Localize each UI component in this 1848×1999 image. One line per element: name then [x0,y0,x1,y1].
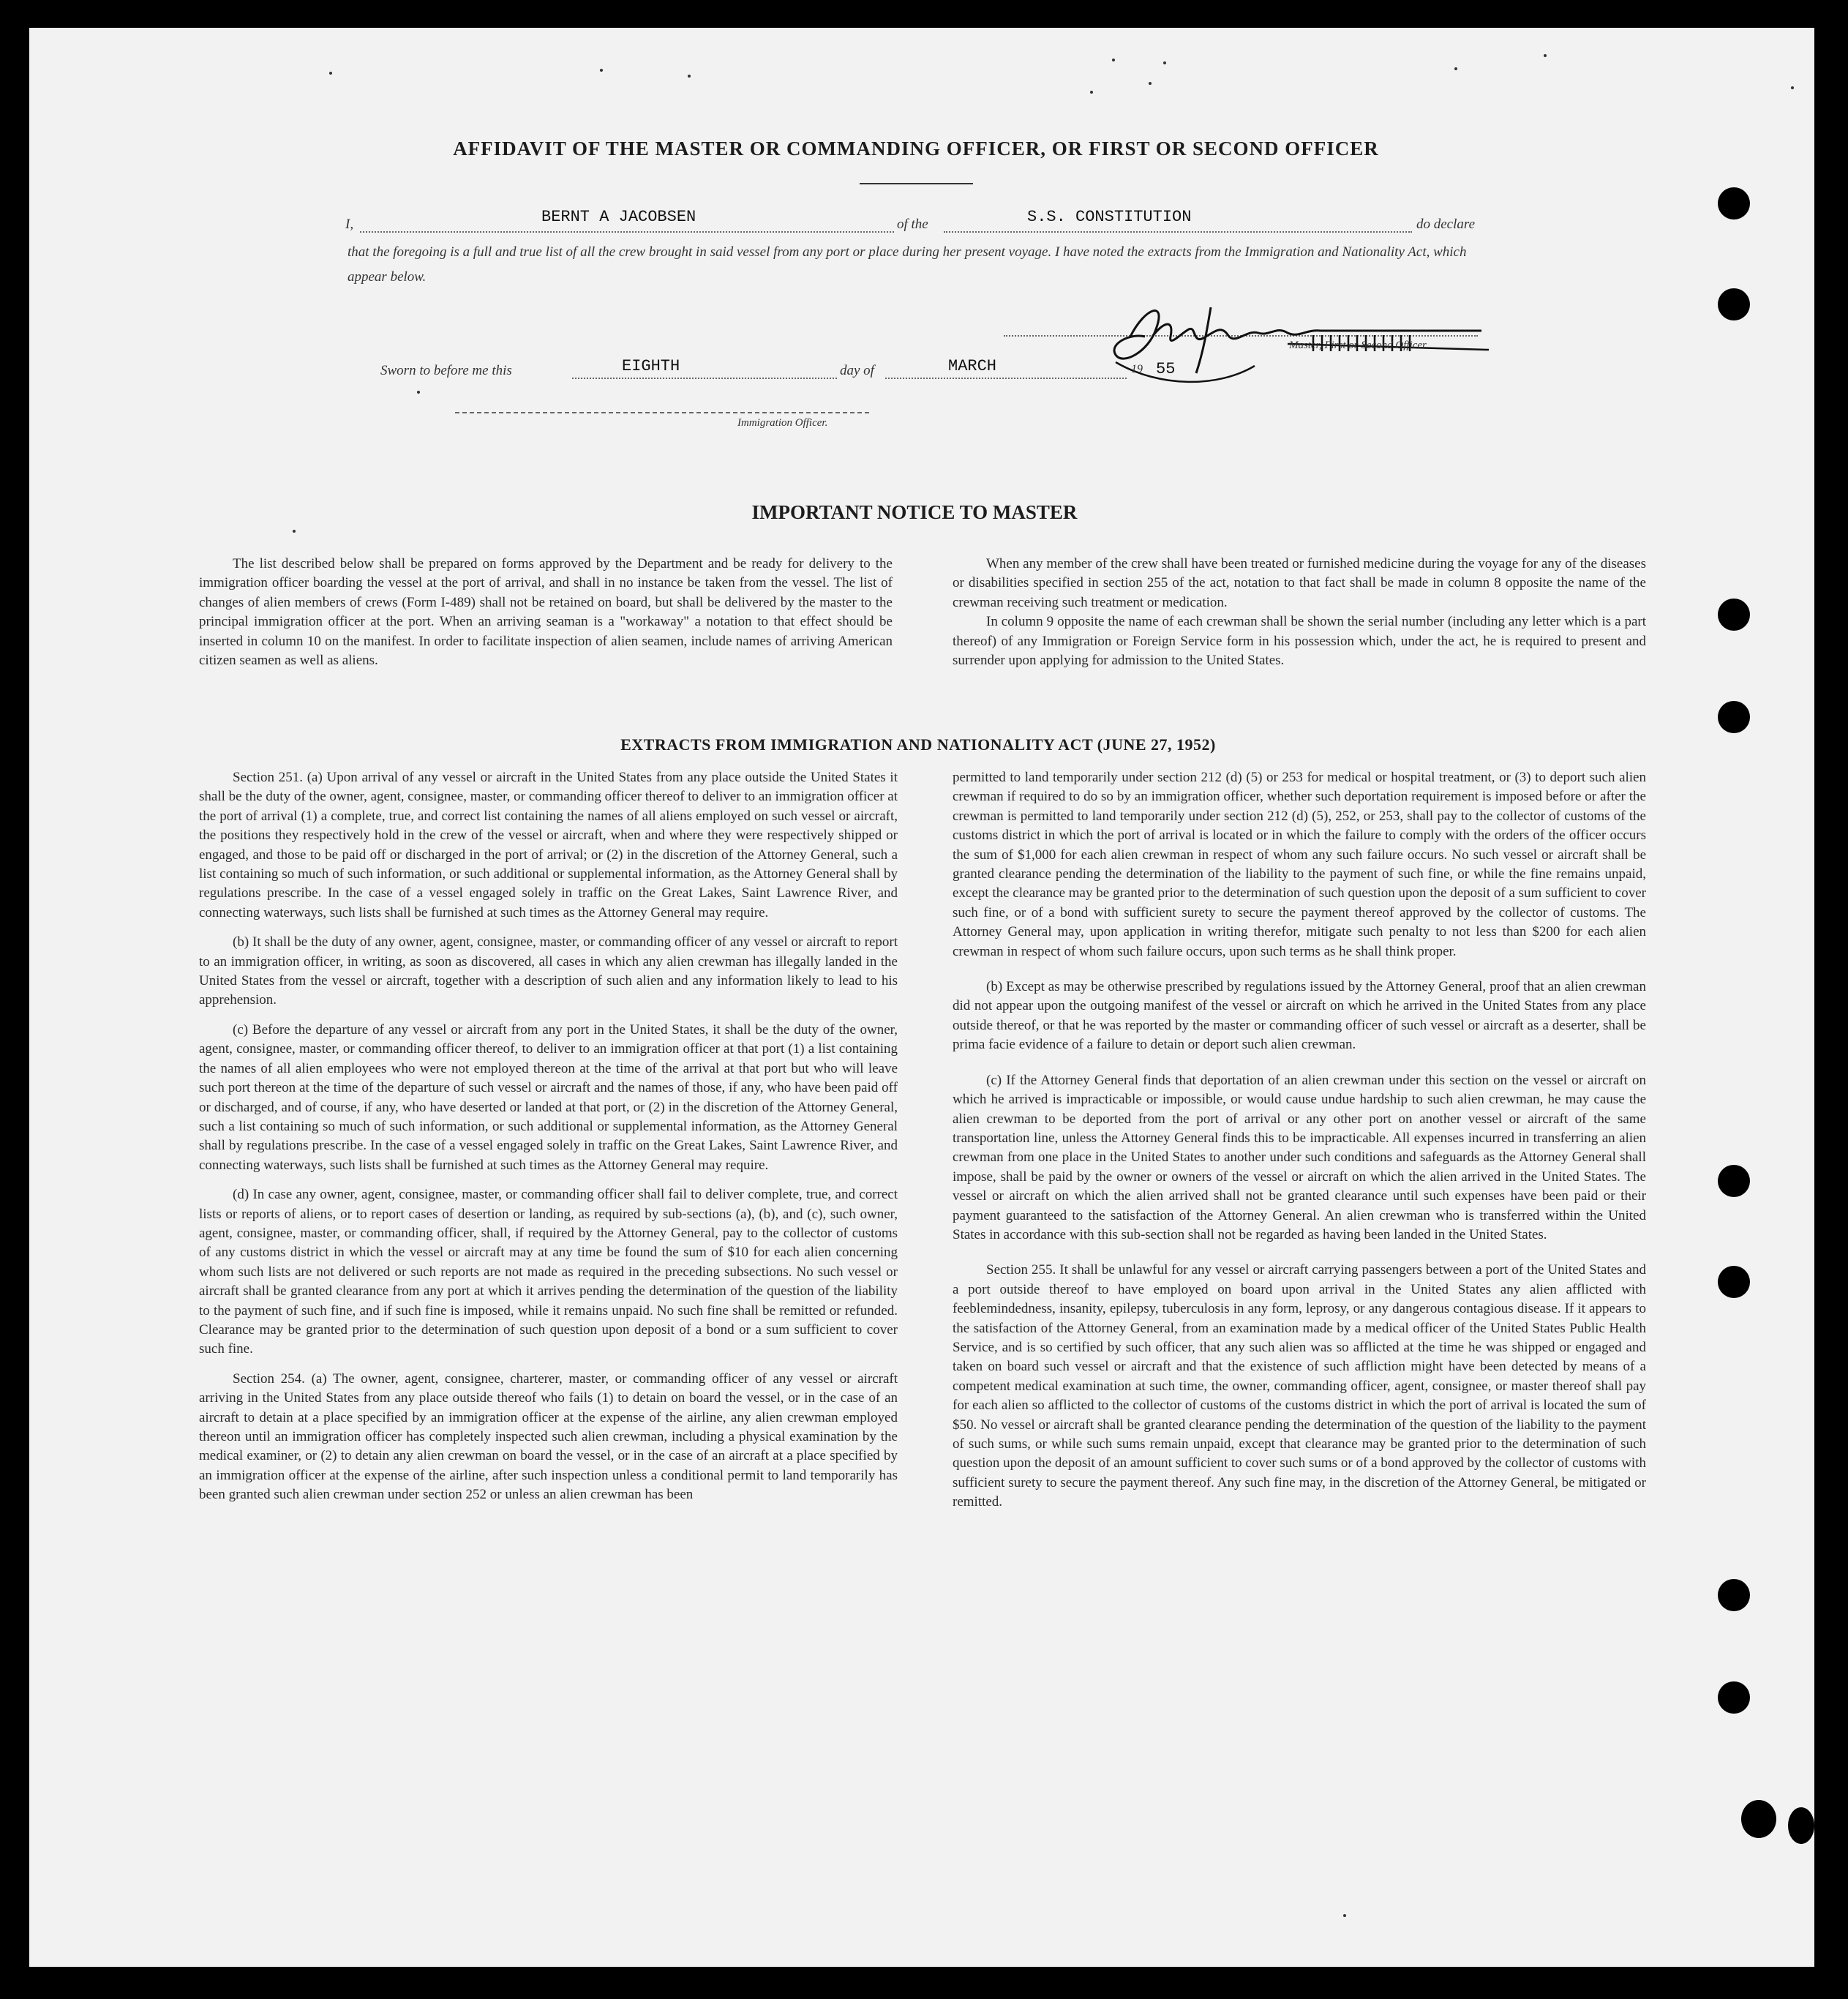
sworn-month: MARCH [948,357,997,375]
speck [293,530,296,533]
section-251-d: (d) In case any owner, agent, consignee, master, or commanding officer shall fail to deliver complete, true, and correct lists or reports of aliens, or to report cases of desertion or landing, as required by sub-sections (a), (b), and (c), such owner, agent, consignee, master, or commanding officer, shall, if required by the Attorney General, pay to the collector of customs of any customs district in which the vessel or aircraft may at any time be found the sum of $10 for each alien concerning whom such lists are not delivered or such reports are not made as required in the preceding subsections. No such vessel or aircraft shall be granted clearance from any port at which it arrives pending the determination of the question of the liability to the payment of such fine, and if such fine is imposed, while it remains unpaid. No such fine shall be remitted or refunded. Clearance may be granted prior to the determination of such question upon deposit of a bond or a sum sufficient to cover such fine. [199,1187,898,1357]
affidavit-title: AFFIDAVIT OF THE MASTER OR COMMANDING OFFICER, OR FIRST OR SECOND OFFICER [453,138,1379,160]
label-i: I, [345,217,354,232]
speck [600,69,603,72]
speck [1090,91,1093,94]
punch-hole [1718,1266,1750,1298]
day-dotted-line [572,378,837,379]
speck [1112,59,1115,61]
notice-right-column [953,555,1646,676]
month-dotted-line [885,378,1127,379]
punch-hole [1718,701,1750,733]
section-254-a-continued: permitted to land temporarily under section 212 (d) (5) or 253 for medical or hospital treatment, or (3) to deport such alien crewman if required to do so by an immigration officer, whether such deportation requirement is imposed before or after the crewman is permitted to land temporarily under section 212 (d) (5), 252, or 253, shall pay to the collector of customs of the customs district in which the port of arrival is located or in which the failure to comply with the orders of the officer occurs the sum of $1,000 for each alien crewman in respect of whom any such failure occurs. No such vessel or aircraft shall be granted clearance pending the determination of the liability to the payment of such fine, or while the fine remains unpaid, except the clearance may be granted prior to the determination of such question upon the deposit of a sum sufficient to cover such fine, or of a bond with sufficient surety to secure the payment thereof approved by the collector of customs. The Attorney General may, upon application in writing therefor, mitigate such penalty to not less than $200 for each alien crewman in respect of whom such failure occurs, upon such terms as he shall think proper. [953,770,1646,959]
punch-hole [1718,1681,1750,1714]
section-254-b: (b) Except as may be otherwise prescribed by regulations issued by the Attorney General, proof that an alien crewman did not appear upon the outgoing manifest of the vessel or aircraft on which he arrived in the United States from any place outside thereof, or that he was reported by the master or commanding officer of such vessel or aircraft as a deserter, shall be prima facie evidence of a failure to detain or deport such alien crewman. [953,979,1646,1053]
punch-hole [1718,1579,1750,1611]
label-day-of: day of [840,363,874,378]
section-254-c: (c) If the Attorney General finds that deportation of an alien crewman under this section on the vessel or aircraft on which he arrived is impracticable or impossible, or would cause undue hardship to such alien crewman, he may cause the alien crewman to be deported from the port of arrival or any other port on another vessel or aircraft of the same transportation line, unless the Attorney General finds this to be impracticable. All expenses incurred in transferring an alien crewman from one place in the United States to another under such conditions and safeguards as the Attorney General shall impose, shall be paid by the owner or owners of the vessel or aircraft on which the alien arrived in the United States. The vessel or aircraft on which the alien arrived shall not be granted clearance until such expenses have been paid or their payment guaranteed to the satisfaction of the Attorney General. An alien crewman who is transferred within the United States in accordance with this sub-section shall not be regarded as having been landed in the United States. [953,1072,1646,1242]
speck [1163,61,1166,64]
speck [1149,82,1152,85]
sworn-year: 55 [1156,360,1176,378]
notice-right-paragraph-1: When any member of the crew shall have been treated or furnished medicine during the voyage for any of the diseases or disabilities specified in section 255 of the act, notation to that fact shall be made in column 8 opposite the name of the crewman receiving such treatment or medication. [953,556,1646,610]
section-254-a: Section 254. (a) The owner, agent, consignee, charterer, master, or commanding officer of any vessel or aircraft arriving in the United States from any place outside thereof who fails (1) to detain on board the vessel, or in the case of an aircraft to detain at a place specified by an immigration officer at the expense of the airline, any alien crewman employed thereon until an immigration officer has completely inspected such alien crewman, including a physical examination by the medical examiner, or (2) to detain any alien crewman on board the vessel, or in the case of an aircraft at a place specified by an immigration officer at the expense of the airline, after such inspection unless a conditional permit to land temporarily has been granted such alien crewman under section 252 or unless an alien crewman has been [199,1370,898,1503]
notice-right-paragraph-2: In column 9 opposite the name of each crewman shall be shown the serial number (including any letter which is a part thereof) of any Immigration or Foreign Service form in his possession which, under the act, he is required to present and surrender upon applying for admission to the United States. [953,614,1646,669]
title-divider [860,183,973,184]
section-251-b: (b) It shall be the duty of any owner, agent, consignee, master, or commanding officer of any vessel or aircraft to report to an immigration officer, in writing, as soon as discovered, all cases in which any alien crewman has illegally landed in the United States from the vessel or aircraft, together with a description of such alien and any information likely to lead to his apprehension. [199,934,898,1008]
punch-hole [1718,187,1750,220]
notice-left-paragraph: The list described below shall be prepared on forms approved by the Department and be ready for delivery to the immigration officer boarding the vessel at the port of arrival, and shall in no instance be taken from the vessel. The list of changes of alien members of crews (Form I-489) shall not be retained on board, but shall be delivered by the master to the principal immigration officer at the port. When an arriving seaman is a "workaway" a notation to that effect should be inserted in column 10 on the manifest. In order to facilitate inspection of alien seamen, include names of arriving American citizen seamen as well as aliens. [199,556,893,669]
officer-signature-line [455,412,869,413]
section-251-c: (c) Before the departure of any vessel or aircraft from any port in the United States, it shall be the duty of the owner, agent, consignee, master, or commanding officer thereof, to deliver to an immigration officer at that port (1) a list containing the names of all alien employees who were not employed thereon at the time of the arrival at that port but who will leave such port thereon at the time of the departure of such vessel or aircraft and the names of those, if any, who have been paid off or discharged, and of course, if any, who have deserted or landed at that port, or (2) in the discretion of the Attorney General, such a list containing so much of such information, or such additional or supplemental information, as the Attorney General shall by regulations prescribe. In the case of a vessel engaged solely in traffic on the Great Lakes, Saint Lawrence River, and connecting waterways, such lists shall be furnished at such times as the Attorney General may require. [199,1021,898,1173]
notice-title: IMPORTANT NOTICE TO MASTER [751,501,1078,523]
extracts-left-column [199,768,898,1511]
speck [1544,54,1547,57]
extracts-right-column [953,768,1646,1518]
section-255: Section 255. It shall be unlawful for any vessel or aircraft carrying passengers between a port of the United States and a port outside thereof to have employed on board upon arrival in the United States any alien afflicted with feeblemindedness, insanity, epilepsy, tuberculosis in any form, leprosy, or any dangerous contagious disease. If it appears to the satisfaction of the Attorney General, from an examination made by a medical officer of the United States Public Health Service, and is so certified by such officer, that any such alien was so afflicted at the time he was shipped or engaged and taken on board such vessel or aircraft and that the existence of such affliction might have been detected by means of a competent medical examination at such time, the owner, commanding officer, agent, consignee, or master thereof shall pay for each alien so afflicted to the collector of customs of the customs district in which the port of arrival is located the sum of $50. No vessel or aircraft shall be granted clearance pending the determination of the question of the liability to the payment of such sums, or while such sums remain unpaid, except that clearance may be granted prior to the determination of such question upon the deposit of an amount sufficient to cover such sums or of a bond approved by the collector of customs with sufficient surety to secure the payment thereof. Any such fine may, in the discretion of the Attorney General, be mitigated or remitted. [953,1262,1646,1510]
punch-hole [1718,599,1750,631]
vessel-dotted-line [944,231,1412,233]
speck [1454,67,1457,70]
label-of-the: of the [897,217,928,232]
label-year-prefix: 19 [1131,363,1143,375]
punch-hole [1718,1165,1750,1197]
sworn-day: EIGHTH [622,357,680,375]
punch-hole [1718,288,1750,320]
punch-hole [1741,1800,1776,1838]
label-do-declare: do declare [1416,217,1476,232]
speck [1343,1914,1346,1917]
officer-label: Immigration Officer. [737,417,828,429]
label-sworn: Sworn to before me this [380,363,512,378]
notice-left-column [199,555,893,676]
speck [688,75,691,78]
punch-hole [1788,1807,1814,1844]
speck [329,72,332,75]
speck [1791,86,1794,89]
declaration-text: that the foregoing is a full and true list of all the crew brought in said vessel from any port or place during her present voyage. I have noted the extracts from the Immigration and Nationality Act, which appear below. [348,244,1467,285]
name-dotted-line [360,231,894,233]
vessel-name: S.S. CONSTITUTION [1027,208,1192,226]
section-251-a: Section 251. (a) Upon arrival of any vessel or aircraft in the United States from any place outside the United States it shall be the duty of the owner, agent, consignee, master, or commanding officer thereof to deliver to an immigration officer at the port of arrival (1) a complete, true, and correct list containing the names of all aliens employed on such vessel or aircraft, the positions they respectively hold in the crew of the vessel or aircraft, when and where they were respectively shipped or engaged, and those to be paid off or discharged in the port of arrival; or (2) in the discretion of the Attorney General, such a list containing so much of such information, or such additional or supplemental information, as the Attorney General shall by regulations prescribe. In the case of a vessel engaged solely in traffic on the Great Lakes, Saint Lawrence River, and connecting waterways, such lists shall be furnished at such times as the Attorney General may require. [199,770,898,920]
extracts-title: EXTRACTS FROM IMMIGRATION AND NATIONALITY ACT (JUNE 27, 1952) [620,735,1216,754]
speck [417,391,420,394]
master-name: BERNT A JACOBSEN [541,208,696,226]
signer-title: Master, First or Second Officer [1289,340,1427,351]
